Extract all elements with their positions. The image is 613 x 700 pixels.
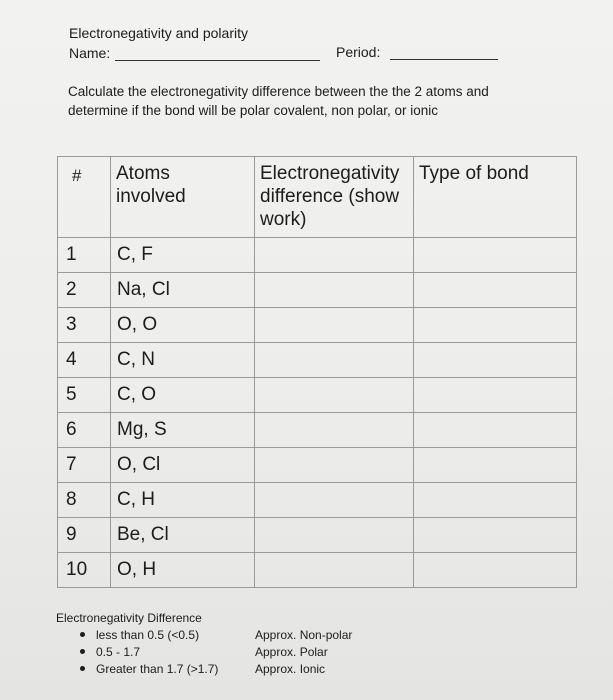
difference-answer-cell[interactable] [255, 273, 414, 308]
name-label: Name: [69, 45, 111, 61]
row-number: 10 [58, 553, 111, 588]
table-row [58, 343, 577, 378]
column-header-bond-type: Type of bond [414, 157, 577, 238]
difference-answer-cell[interactable] [255, 378, 414, 413]
row-number: 7 [58, 448, 111, 483]
legend-result: Approx. Non-polar [255, 628, 353, 642]
legend-item [80, 662, 218, 676]
table-row [58, 483, 577, 518]
row-number: 6 [58, 413, 111, 448]
instructions-line-2: determine if the bond will be polar covalent, non polar, or ionic [68, 103, 438, 118]
table-row [58, 448, 577, 483]
atoms-cell: O, O [111, 308, 255, 343]
legend-title: Electronegativity Difference [56, 611, 202, 625]
instructions-line-1: Calculate the electronegativity difference between the the 2 atoms and [68, 84, 489, 99]
table-header-row [58, 157, 577, 238]
period-field-line[interactable] [390, 59, 498, 60]
difference-answer-cell[interactable] [255, 553, 414, 588]
difference-answer-cell[interactable] [255, 238, 414, 273]
bond-type-answer-cell[interactable] [414, 483, 577, 518]
period-label: Period: [336, 44, 381, 60]
bond-type-answer-cell[interactable] [414, 553, 577, 588]
table-row [58, 518, 577, 553]
worksheet-title: Electronegativity and polarity [69, 25, 248, 41]
table-row [58, 378, 577, 413]
table-row [58, 308, 577, 343]
row-number: 1 [58, 238, 111, 273]
legend-item [80, 628, 199, 642]
atoms-cell: C, F [111, 238, 255, 273]
difference-answer-cell[interactable] [255, 518, 414, 553]
legend-item [80, 645, 140, 659]
name-field-line[interactable] [115, 60, 320, 61]
atoms-cell: C, H [111, 483, 255, 518]
atoms-cell: C, O [111, 378, 255, 413]
difference-answer-cell[interactable] [255, 343, 414, 378]
bond-table [57, 156, 577, 588]
bond-type-answer-cell[interactable] [414, 378, 577, 413]
legend-range: 0.5 - 1.7 [96, 645, 141, 659]
atoms-cell: Na, Cl [111, 273, 255, 308]
difference-answer-cell[interactable] [255, 413, 414, 448]
bond-type-answer-cell[interactable] [414, 238, 577, 273]
row-number: 9 [58, 518, 111, 553]
column-header-atoms: Atoms involved [111, 157, 255, 238]
legend-range: Greater than 1.7 (>1.7) [96, 662, 219, 676]
legend-result: Approx. Ionic [255, 662, 326, 676]
difference-answer-cell[interactable] [255, 308, 414, 343]
atoms-cell: O, Cl [111, 448, 255, 483]
bond-type-answer-cell[interactable] [414, 343, 577, 378]
bond-type-answer-cell[interactable] [414, 413, 577, 448]
legend-result: Approx. Polar [255, 645, 328, 659]
bullet-icon [80, 666, 85, 671]
bullet-icon [80, 649, 85, 654]
row-number: 4 [58, 343, 111, 378]
atoms-cell: Mg, S [111, 413, 255, 448]
atoms-cell: Be, Cl [111, 518, 255, 553]
table-row [58, 238, 577, 273]
bond-type-answer-cell[interactable] [414, 273, 577, 308]
atoms-cell: O, H [111, 553, 255, 588]
table-row [58, 273, 577, 308]
legend-range: less than 0.5 (<0.5) [96, 628, 200, 642]
bullet-icon [80, 632, 85, 637]
row-number: 8 [58, 483, 111, 518]
atoms-cell: C, N [111, 343, 255, 378]
column-header-number: # [58, 157, 111, 238]
column-header-difference: Electronegativity difference (show work) [255, 157, 414, 238]
table-row [58, 413, 577, 448]
difference-answer-cell[interactable] [255, 448, 414, 483]
difference-answer-cell[interactable] [255, 483, 414, 518]
row-number: 2 [58, 273, 111, 308]
bond-type-answer-cell[interactable] [414, 448, 577, 483]
bond-type-answer-cell[interactable] [414, 308, 577, 343]
table-row [58, 553, 577, 588]
bond-type-answer-cell[interactable] [414, 518, 577, 553]
row-number: 3 [58, 308, 111, 343]
row-number: 5 [58, 378, 111, 413]
